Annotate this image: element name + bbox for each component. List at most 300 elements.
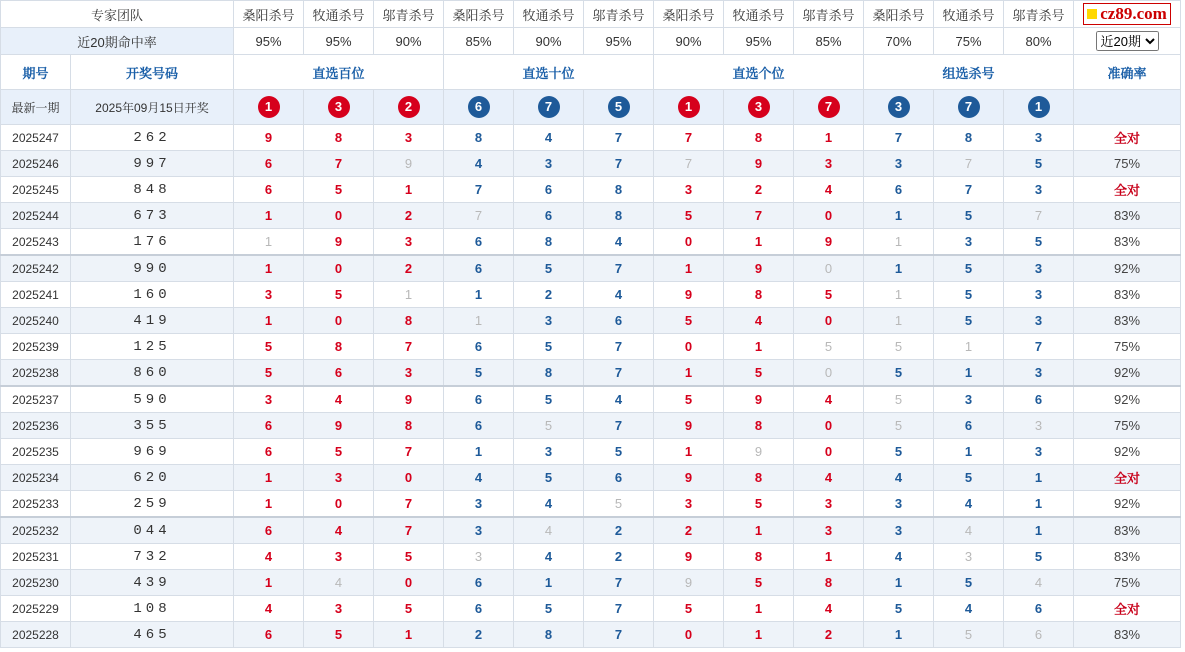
- kill-pick: 4: [794, 596, 864, 622]
- kill-pick: 3: [654, 177, 724, 203]
- issue-number: 2025245: [1, 177, 71, 203]
- kill-pick: 5: [794, 334, 864, 360]
- kill-pick: 4: [584, 386, 654, 413]
- issue-number: 2025238: [1, 360, 71, 387]
- kill-pick: 8: [374, 413, 444, 439]
- kill-pick: 5: [724, 360, 794, 387]
- kill-pick: 6: [1004, 622, 1074, 648]
- site-logo[interactable]: [1083, 3, 1171, 25]
- table-row: [1, 151, 1181, 177]
- kill-pick: 1: [654, 255, 724, 282]
- expert-name: 邬青杀号: [1004, 1, 1074, 28]
- accuracy-value: 83%: [1074, 308, 1181, 334]
- kill-pick: 9: [654, 544, 724, 570]
- kill-pick: 6: [934, 413, 1004, 439]
- group-units-header: 直选个位: [654, 55, 864, 90]
- draw-number: 590: [71, 386, 234, 413]
- table-row: [1, 177, 1181, 203]
- kill-pick: 8: [514, 360, 584, 387]
- number-ball: 1: [258, 96, 280, 118]
- latest-accuracy-empty: [1074, 90, 1181, 125]
- number-ball: 7: [818, 96, 840, 118]
- hit-rate: 90%: [514, 28, 584, 55]
- kill-pick: 9: [654, 282, 724, 308]
- issue-number: 2025242: [1, 255, 71, 282]
- kill-pick: 3: [934, 229, 1004, 256]
- kill-pick: 1: [1004, 517, 1074, 544]
- kill-pick: 1: [934, 439, 1004, 465]
- kill-pick: 4: [864, 544, 934, 570]
- issue-number: 2025244: [1, 203, 71, 229]
- kill-pick: 1: [234, 203, 304, 229]
- kill-pick: 8: [584, 177, 654, 203]
- logo-cell: [1074, 1, 1181, 28]
- table-row: [1, 465, 1181, 491]
- table-row: [1, 491, 1181, 518]
- kill-pick: 3: [234, 282, 304, 308]
- kill-pick: 4: [444, 465, 514, 491]
- kill-pick: 1: [864, 229, 934, 256]
- kill-pick: 4: [304, 386, 374, 413]
- latest-ball-cell: [374, 90, 444, 125]
- kill-pick: 4: [584, 282, 654, 308]
- kill-pick: 5: [584, 439, 654, 465]
- kill-pick: 4: [514, 125, 584, 151]
- kill-pick: 5: [864, 439, 934, 465]
- kill-pick: 7: [584, 413, 654, 439]
- kill-pick: 3: [304, 465, 374, 491]
- kill-pick: 1: [374, 622, 444, 648]
- issue-number: 2025228: [1, 622, 71, 648]
- draw-number: 673: [71, 203, 234, 229]
- draw-number: 620: [71, 465, 234, 491]
- period-select[interactable]: [1096, 31, 1159, 51]
- kill-pick: 8: [584, 203, 654, 229]
- kill-pick: 8: [794, 570, 864, 596]
- accuracy-value: 92%: [1074, 439, 1181, 465]
- kill-pick: 7: [1004, 203, 1074, 229]
- table-row: [1, 596, 1181, 622]
- kill-pick: 0: [304, 203, 374, 229]
- table-row: [1, 125, 1181, 151]
- kill-pick: 2: [514, 282, 584, 308]
- kill-pick: 8: [444, 125, 514, 151]
- kill-pick: 8: [724, 413, 794, 439]
- kill-pick: 3: [514, 151, 584, 177]
- number-ball: 1: [1028, 96, 1050, 118]
- kill-pick: 1: [654, 360, 724, 387]
- kill-pick: 2: [374, 203, 444, 229]
- kill-pick: 9: [304, 413, 374, 439]
- logo-square-icon: [1087, 9, 1097, 19]
- kill-pick: 0: [304, 255, 374, 282]
- kill-pick: 6: [444, 334, 514, 360]
- kill-pick: 7: [584, 151, 654, 177]
- draw-number: 044: [71, 517, 234, 544]
- number-ball: 6: [468, 96, 490, 118]
- draw-number: 439: [71, 570, 234, 596]
- kill-pick: 5: [374, 544, 444, 570]
- kill-pick: 9: [724, 439, 794, 465]
- number-ball: 3: [888, 96, 910, 118]
- accuracy-value: 全对: [1074, 125, 1181, 151]
- kill-pick: 3: [1004, 413, 1074, 439]
- kill-pick: 1: [1004, 465, 1074, 491]
- table-row: [1, 570, 1181, 596]
- kill-pick: 4: [794, 465, 864, 491]
- kill-pick: 6: [864, 177, 934, 203]
- kill-pick: 1: [234, 229, 304, 256]
- draw-number: 969: [71, 439, 234, 465]
- kill-pick: 7: [584, 596, 654, 622]
- hit-rate: 90%: [654, 28, 724, 55]
- kill-pick: 1: [864, 255, 934, 282]
- kill-pick: 2: [374, 255, 444, 282]
- kill-pick: 3: [864, 151, 934, 177]
- kill-pick: 6: [304, 360, 374, 387]
- issue-number: 2025246: [1, 151, 71, 177]
- kill-pick: 5: [514, 255, 584, 282]
- kill-pick: 0: [374, 465, 444, 491]
- accuracy-value: 83%: [1074, 517, 1181, 544]
- table-row: [1, 386, 1181, 413]
- kill-pick: 5: [304, 177, 374, 203]
- kill-pick: 8: [304, 125, 374, 151]
- latest-ball-cell: [864, 90, 934, 125]
- kill-pick: 5: [514, 596, 584, 622]
- kill-pick: 1: [374, 177, 444, 203]
- kill-pick: 7: [934, 151, 1004, 177]
- draw-number: 848: [71, 177, 234, 203]
- accuracy-value: 83%: [1074, 544, 1181, 570]
- number-ball: 5: [608, 96, 630, 118]
- kill-pick: 4: [514, 544, 584, 570]
- kill-pick: 3: [934, 386, 1004, 413]
- kill-pick: 5: [514, 386, 584, 413]
- kill-pick: 3: [514, 308, 584, 334]
- expert-name: 桑阳杀号: [234, 1, 304, 28]
- kill-pick: 3: [1004, 308, 1074, 334]
- kill-pick: 1: [234, 491, 304, 518]
- kill-pick: 1: [864, 622, 934, 648]
- accuracy-value: 83%: [1074, 282, 1181, 308]
- kill-pick: 1: [794, 125, 864, 151]
- draw-number: 262: [71, 125, 234, 151]
- kill-pick: 6: [444, 255, 514, 282]
- kill-pick: 5: [934, 622, 1004, 648]
- hit-rate: 95%: [724, 28, 794, 55]
- kill-pick: 7: [654, 151, 724, 177]
- kill-pick: 1: [444, 308, 514, 334]
- kill-pick: 8: [514, 622, 584, 648]
- kill-pick: 7: [374, 439, 444, 465]
- kill-pick: 5: [1004, 229, 1074, 256]
- table-row: [1, 334, 1181, 360]
- kill-pick: 5: [304, 622, 374, 648]
- accuracy-value: 83%: [1074, 229, 1181, 256]
- draw-number: 997: [71, 151, 234, 177]
- kill-pick: 1: [724, 517, 794, 544]
- kill-pick: 1: [444, 439, 514, 465]
- kill-pick: 7: [584, 255, 654, 282]
- kill-pick: 1: [234, 465, 304, 491]
- draw-number: 860: [71, 360, 234, 387]
- kill-pick: 3: [794, 517, 864, 544]
- kill-pick: 9: [654, 465, 724, 491]
- issue-number: 2025231: [1, 544, 71, 570]
- kill-pick: 4: [934, 491, 1004, 518]
- expert-name: 牧通杀号: [724, 1, 794, 28]
- draw-number: 419: [71, 308, 234, 334]
- kill-pick: 3: [374, 229, 444, 256]
- kill-pick: 9: [374, 151, 444, 177]
- kill-pick: 5: [864, 413, 934, 439]
- kill-pick: 9: [654, 570, 724, 596]
- table-row: [1, 255, 1181, 282]
- kill-pick: 5: [514, 334, 584, 360]
- table-row: [1, 439, 1181, 465]
- kill-pick: 1: [864, 282, 934, 308]
- kill-pick: 8: [514, 229, 584, 256]
- kill-pick: 5: [864, 386, 934, 413]
- kill-pick: 4: [234, 544, 304, 570]
- kill-pick: 5: [934, 308, 1004, 334]
- hit-rate: 85%: [794, 28, 864, 55]
- kill-pick: 3: [444, 544, 514, 570]
- kill-pick: 2: [654, 517, 724, 544]
- kill-pick: 5: [934, 203, 1004, 229]
- kill-pick: 3: [374, 125, 444, 151]
- kill-pick: 9: [724, 386, 794, 413]
- logo-text: cz89.com: [1100, 4, 1167, 23]
- kill-pick: 6: [444, 386, 514, 413]
- kill-pick: 1: [1004, 491, 1074, 518]
- accuracy-value: 全对: [1074, 177, 1181, 203]
- issue-number: 2025230: [1, 570, 71, 596]
- kill-pick: 3: [444, 517, 514, 544]
- kill-pick: 5: [654, 203, 724, 229]
- kill-pick: 3: [864, 517, 934, 544]
- kill-pick: 5: [234, 334, 304, 360]
- issue-number: 2025240: [1, 308, 71, 334]
- hit-rate: 80%: [1004, 28, 1074, 55]
- draw-number: 465: [71, 622, 234, 648]
- kill-pick: 1: [724, 622, 794, 648]
- latest-ball-cell: [654, 90, 724, 125]
- kill-pick: 9: [234, 125, 304, 151]
- accuracy-value: 75%: [1074, 334, 1181, 360]
- hit-rate: 95%: [234, 28, 304, 55]
- kill-pick: 1: [794, 544, 864, 570]
- kill-pick: 3: [794, 491, 864, 518]
- kill-pick: 7: [1004, 334, 1074, 360]
- col-number-header: 开奖号码: [71, 55, 234, 90]
- issue-number: 2025234: [1, 465, 71, 491]
- kill-pick: 0: [794, 413, 864, 439]
- kill-pick: 7: [584, 125, 654, 151]
- number-ball: 2: [398, 96, 420, 118]
- draw-number: 176: [71, 229, 234, 256]
- kill-pick: 5: [304, 282, 374, 308]
- kill-pick: 6: [584, 465, 654, 491]
- kill-pick: 6: [1004, 386, 1074, 413]
- hit-rate: 75%: [934, 28, 1004, 55]
- kill-pick: 6: [444, 413, 514, 439]
- rate-label: 近20期命中率: [1, 28, 234, 55]
- kill-pick: 5: [724, 570, 794, 596]
- kill-pick: 7: [724, 203, 794, 229]
- kill-pick: 0: [304, 308, 374, 334]
- issue-number: 2025232: [1, 517, 71, 544]
- table-row: [1, 622, 1181, 648]
- draw-number: 259: [71, 491, 234, 518]
- kill-pick: 3: [1004, 282, 1074, 308]
- number-ball: 3: [328, 96, 350, 118]
- kill-pick: 1: [724, 334, 794, 360]
- kill-pick: 5: [514, 413, 584, 439]
- kill-pick: 2: [794, 622, 864, 648]
- issue-number: 2025233: [1, 491, 71, 518]
- hit-rate: 95%: [304, 28, 374, 55]
- table-row: [1, 413, 1181, 439]
- table-row: [1, 203, 1181, 229]
- kill-pick: 4: [1004, 570, 1074, 596]
- latest-ball-cell: [794, 90, 864, 125]
- kill-pick: 7: [584, 570, 654, 596]
- kill-pick: 5: [654, 596, 724, 622]
- kill-pick: 3: [654, 491, 724, 518]
- kill-pick: 3: [1004, 255, 1074, 282]
- kill-pick: 5: [444, 360, 514, 387]
- kill-pick: 1: [234, 255, 304, 282]
- latest-label: 最新一期: [1, 90, 71, 125]
- expert-name: 桑阳杀号: [864, 1, 934, 28]
- kill-pick: 5: [654, 308, 724, 334]
- accuracy-value: 92%: [1074, 255, 1181, 282]
- kill-pick: 3: [304, 544, 374, 570]
- accuracy-value: 全对: [1074, 596, 1181, 622]
- kill-pick: 6: [234, 413, 304, 439]
- kill-pick: 3: [444, 491, 514, 518]
- kill-pick: 8: [724, 544, 794, 570]
- kill-pick: 5: [1004, 151, 1074, 177]
- latest-ball-cell: [514, 90, 584, 125]
- kill-pick: 0: [794, 255, 864, 282]
- expert-name: 邬青杀号: [584, 1, 654, 28]
- latest-ball-cell: [934, 90, 1004, 125]
- issue-number: 2025241: [1, 282, 71, 308]
- kill-pick: 0: [304, 491, 374, 518]
- kill-pick: 1: [374, 282, 444, 308]
- kill-pick: 7: [444, 203, 514, 229]
- kill-pick: 5: [584, 491, 654, 518]
- kill-pick: 7: [584, 334, 654, 360]
- kill-pick: 7: [444, 177, 514, 203]
- issue-number: 2025239: [1, 334, 71, 360]
- latest-ball-cell: [724, 90, 794, 125]
- kill-pick: 8: [724, 125, 794, 151]
- kill-pick: 4: [794, 386, 864, 413]
- kill-pick: 7: [304, 151, 374, 177]
- accuracy-value: 75%: [1074, 151, 1181, 177]
- kill-pick: 6: [584, 308, 654, 334]
- kill-pick: 9: [654, 413, 724, 439]
- kill-pick: 5: [654, 386, 724, 413]
- kill-pick: 1: [514, 570, 584, 596]
- kill-pick: 7: [374, 491, 444, 518]
- issue-number: 2025235: [1, 439, 71, 465]
- kill-pick: 8: [374, 308, 444, 334]
- kill-pick: 9: [724, 255, 794, 282]
- kill-pick: 3: [304, 596, 374, 622]
- kill-pick: 7: [374, 334, 444, 360]
- accuracy-value: 75%: [1074, 413, 1181, 439]
- expert-name: 牧通杀号: [304, 1, 374, 28]
- kill-pick: 6: [444, 570, 514, 596]
- kill-pick: 1: [864, 570, 934, 596]
- kill-pick: 3: [1004, 177, 1074, 203]
- kill-pick: 9: [724, 151, 794, 177]
- issue-number: 2025229: [1, 596, 71, 622]
- latest-ball-cell: [584, 90, 654, 125]
- kill-pick: 5: [934, 465, 1004, 491]
- kill-pick: 1: [934, 360, 1004, 387]
- table-row: [1, 308, 1181, 334]
- group-tens-header: 直选十位: [444, 55, 654, 90]
- kill-pick: 5: [234, 360, 304, 387]
- kill-pick: 6: [234, 622, 304, 648]
- issue-number: 2025243: [1, 229, 71, 256]
- draw-number: 125: [71, 334, 234, 360]
- group-hundreds-header: 直选百位: [234, 55, 444, 90]
- kill-pick: 5: [934, 570, 1004, 596]
- kill-pick: 0: [794, 308, 864, 334]
- col-accuracy-header: 准确率: [1074, 55, 1181, 90]
- kill-pick: 5: [934, 255, 1004, 282]
- kill-pick: 5: [724, 491, 794, 518]
- kill-pick: 7: [934, 177, 1004, 203]
- kill-pick: 2: [444, 622, 514, 648]
- kill-pick: 8: [724, 465, 794, 491]
- kill-pick: 1: [934, 334, 1004, 360]
- kill-pick: 1: [444, 282, 514, 308]
- kill-pick: 5: [794, 282, 864, 308]
- kill-pick: 6: [1004, 596, 1074, 622]
- kill-pick: 4: [934, 596, 1004, 622]
- team-label: 专家团队: [1, 1, 234, 28]
- table-row: [1, 282, 1181, 308]
- kill-pick: 4: [514, 491, 584, 518]
- kill-pick: 1: [864, 308, 934, 334]
- kill-pick: 5: [1004, 544, 1074, 570]
- expert-name: 邬青杀号: [374, 1, 444, 28]
- kill-pick: 6: [234, 151, 304, 177]
- kill-pick: 1: [654, 439, 724, 465]
- table-row: [1, 544, 1181, 570]
- kill-pick: 1: [724, 229, 794, 256]
- kill-pick: 7: [374, 517, 444, 544]
- latest-ball-cell: [234, 90, 304, 125]
- kill-pick: 2: [724, 177, 794, 203]
- kill-pick: 5: [934, 282, 1004, 308]
- latest-ball-cell: [444, 90, 514, 125]
- kill-pick: 0: [794, 203, 864, 229]
- kill-pick: 4: [304, 570, 374, 596]
- hit-rate: 70%: [864, 28, 934, 55]
- accuracy-value: 83%: [1074, 203, 1181, 229]
- kill-pick: 6: [234, 177, 304, 203]
- issue-number: 2025247: [1, 125, 71, 151]
